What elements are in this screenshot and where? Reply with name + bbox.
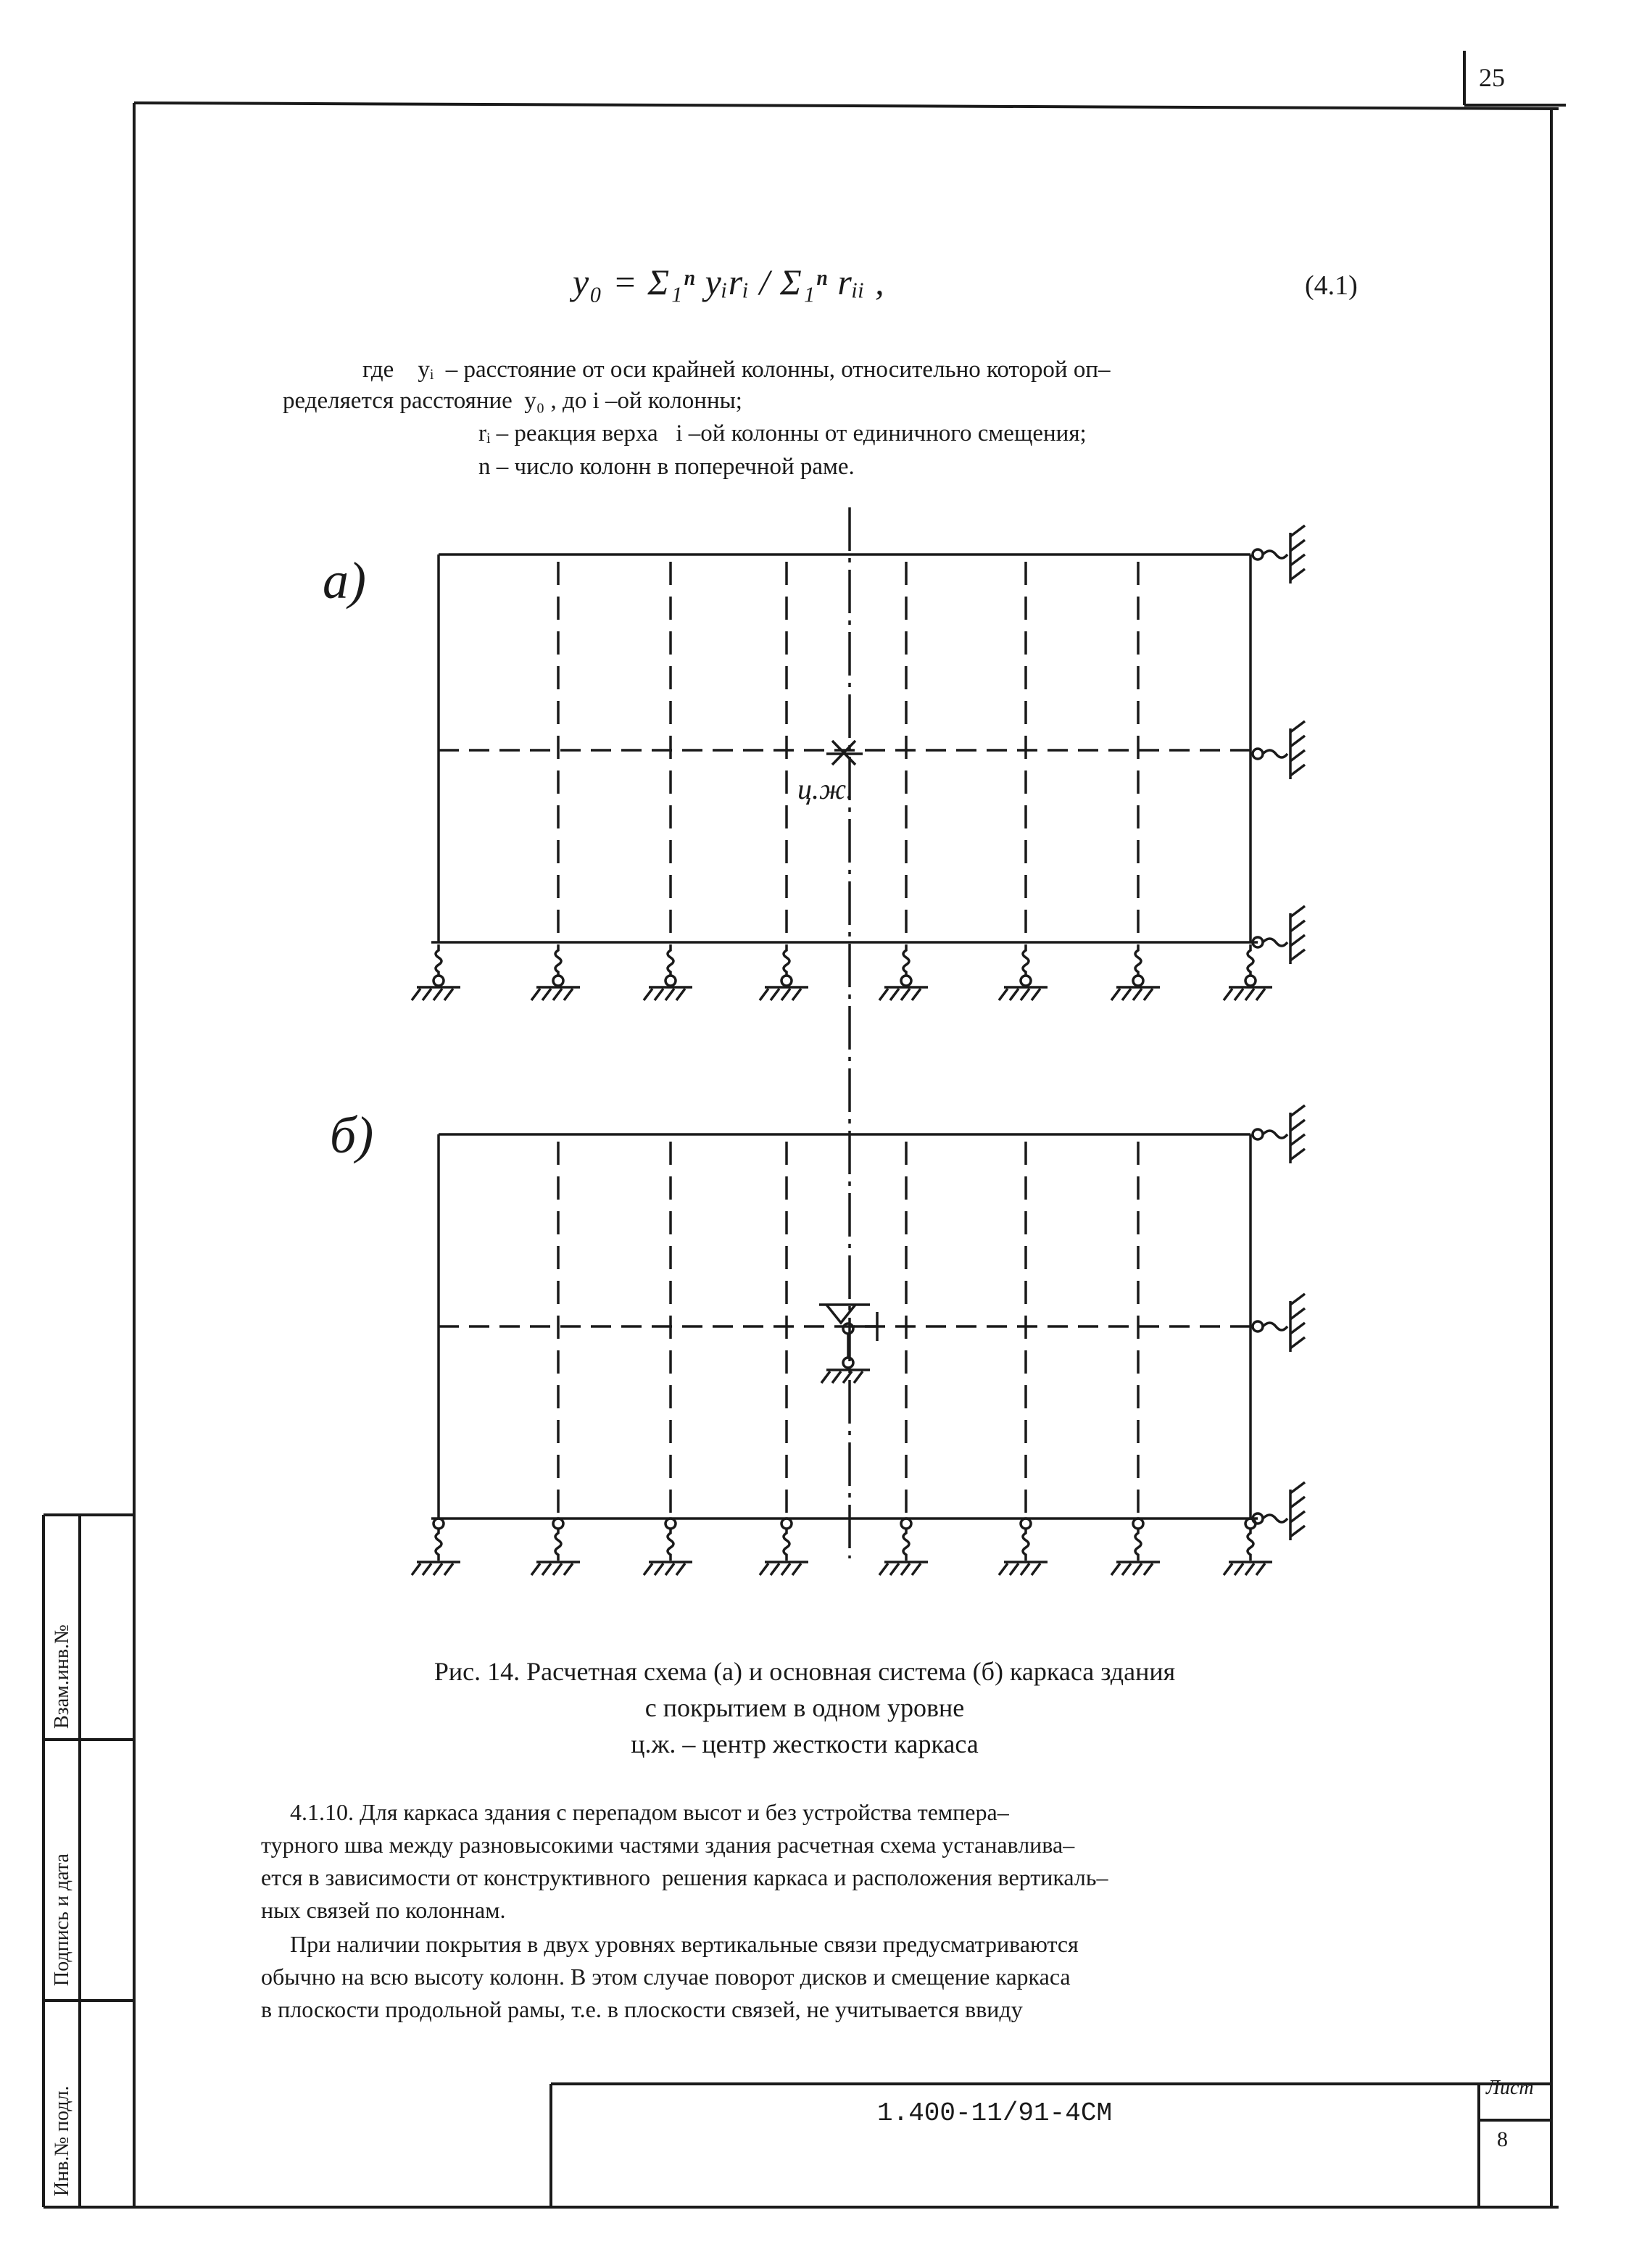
side-stamp-signature: Подпись и дата	[51, 1853, 73, 1986]
sheet-label: Лист	[1486, 2077, 1534, 2099]
definition-line-1: где yᵢ – расстояние от оси крайней колонны, относительно которой оп–	[362, 357, 1111, 383]
caption-line-1: Рис. 14. Расчетная схема (а) и основная система (б) каркаса здания	[434, 1657, 1176, 1686]
paragraph-1-line-2: турного шва между разновысокими частями здания расчетная схема устанавлива–	[261, 1832, 1075, 1858]
caption-line-3: ц.ж. – центр жесткости каркаса	[631, 1729, 979, 1758]
formula: y₀ = Σ₁ⁿ yᵢrᵢ / Σ₁ⁿ rᵢᵢ ,	[573, 262, 885, 302]
side-stamp-replacement: Взам.инв.№	[51, 1624, 73, 1729]
paragraph-1-line-4: ных связей по колоннам.	[261, 1897, 506, 1923]
definition-line-2: ределяется расстояние y₀ , до i –ой колонны;	[283, 388, 742, 414]
paragraph-2-line-2: обычно на всю высоту колонн. В этом случае поворот дисков и смещение каркаса	[261, 1964, 1071, 1990]
paragraph-1-line-1: 4.1.10. Для каркаса здания с перепадом высот и без устройства темпера–	[261, 1799, 1009, 1825]
side-stamp-inventory: Инв.№ подл.	[51, 2085, 73, 2196]
definition-line-4: n – число колонн в поперечной раме.	[478, 454, 855, 480]
sheet-number: 8	[1497, 2127, 1508, 2151]
diagram-a-label: а)	[323, 552, 366, 610]
formula-number: (4.1)	[1305, 270, 1358, 301]
paragraph-2-line-3: в плоскости продольной рамы, т.е. в плоскости связей, не учитывается ввиду	[261, 1996, 1023, 2022]
diagram-b-label: б)	[330, 1106, 374, 1164]
page-number: 25	[1479, 63, 1505, 92]
stiffness-center-label: ц.ж.	[797, 773, 854, 805]
caption-line-2: с покрытием в одном уровне	[644, 1693, 965, 1722]
paragraph-2-line-1: При наличии покрытия в двух уровнях вертикальные связи предусматриваются	[261, 1931, 1079, 1957]
definition-line-3: rᵢ – реакция верха i –ой колонны от единичного смещения;	[478, 420, 1087, 446]
document-code: 1.400-11/91-4СМ	[877, 2098, 1113, 2128]
paragraph-1-line-3: ется в зависимости от конструктивного решения каркаса и расположения вертикаль–	[261, 1864, 1108, 1890]
